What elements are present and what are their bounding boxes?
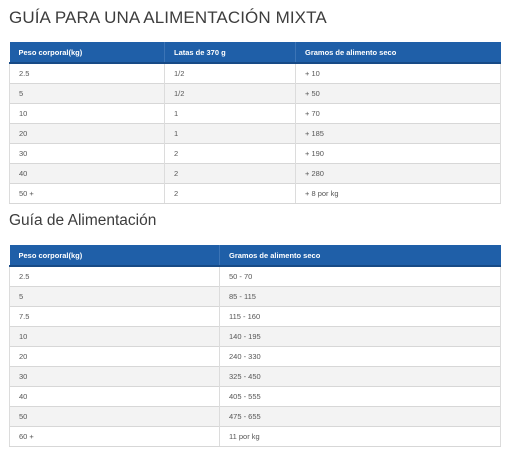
dry-food-cell: + 50 <box>296 84 501 104</box>
dry-food-cell: 11 por kg <box>220 427 501 447</box>
dry-food-cell: 50 - 70 <box>220 266 501 287</box>
dry-food-cell: + 10 <box>296 63 501 84</box>
weight-cell: 20 <box>10 124 165 144</box>
table-row <box>10 367 501 387</box>
dry-food-cell: + 8 por kg <box>296 184 501 204</box>
weight-cell: 20 <box>10 347 220 367</box>
dry-food-cell: 240 - 330 <box>220 347 501 367</box>
cans-cell: 2 <box>165 164 296 184</box>
table-row <box>10 104 501 124</box>
cans-cell: 1 <box>165 104 296 124</box>
weight-cell: 50 <box>10 407 220 427</box>
table-header-row <box>10 245 501 266</box>
table-row <box>10 124 501 144</box>
column-header-body-weight: Peso corporal(kg) <box>10 42 165 63</box>
cans-cell: 2 <box>165 144 296 164</box>
weight-cell: 2.5 <box>10 266 220 287</box>
dry-food-cell: + 70 <box>296 104 501 124</box>
table-row <box>10 347 501 367</box>
mixed-feeding-title: GUÍA PARA UNA ALIMENTACIÓN MIXTA <box>9 8 327 27</box>
table-row <box>10 387 501 407</box>
table-row <box>10 266 501 287</box>
column-header-dry-food: Gramos de alimento seco <box>296 42 501 63</box>
table-header-row <box>10 42 501 63</box>
dry-food-cell: 475 - 655 <box>220 407 501 427</box>
dry-food-cell: 115 - 160 <box>220 307 501 327</box>
weight-cell: 40 <box>10 387 220 407</box>
dry-food-cell: + 185 <box>296 124 501 144</box>
dry-food-cell: + 280 <box>296 164 501 184</box>
table-row <box>10 144 501 164</box>
weight-cell: 60 + <box>10 427 220 447</box>
dry-food-cell: 325 - 450 <box>220 367 501 387</box>
weight-cell: 5 <box>10 287 220 307</box>
dry-food-cell: 85 - 115 <box>220 287 501 307</box>
table-row <box>10 84 501 104</box>
weight-cell: 5 <box>10 84 165 104</box>
weight-cell: 50 + <box>10 184 165 204</box>
cans-cell: 1 <box>165 124 296 144</box>
cans-cell: 2 <box>165 184 296 204</box>
weight-cell: 10 <box>10 327 220 347</box>
table-row <box>10 327 501 347</box>
mixed-feeding-table <box>9 42 501 204</box>
table-row <box>10 164 501 184</box>
table-row <box>10 427 501 447</box>
feeding-guide-title: Guía de Alimentación <box>9 212 157 229</box>
weight-cell: 2.5 <box>10 63 165 84</box>
column-header-cans: Latas de 370 g <box>165 42 296 63</box>
column-header-body-weight: Peso corporal(kg) <box>10 245 220 266</box>
table-row <box>10 63 501 84</box>
weight-cell: 40 <box>10 164 165 184</box>
cans-cell: 1/2 <box>165 63 296 84</box>
dry-food-cell: 140 - 195 <box>220 327 501 347</box>
dry-food-cell: 405 - 555 <box>220 387 501 407</box>
weight-cell: 30 <box>10 367 220 387</box>
table-row <box>10 184 501 204</box>
weight-cell: 30 <box>10 144 165 164</box>
table-row <box>10 287 501 307</box>
table-row <box>10 407 501 427</box>
cans-cell: 1/2 <box>165 84 296 104</box>
weight-cell: 10 <box>10 104 165 124</box>
feeding-guide-table <box>9 245 501 447</box>
weight-cell: 7.5 <box>10 307 220 327</box>
column-header-dry-food: Gramos de alimento seco <box>220 245 501 266</box>
dry-food-cell: + 190 <box>296 144 501 164</box>
table-row <box>10 307 501 327</box>
